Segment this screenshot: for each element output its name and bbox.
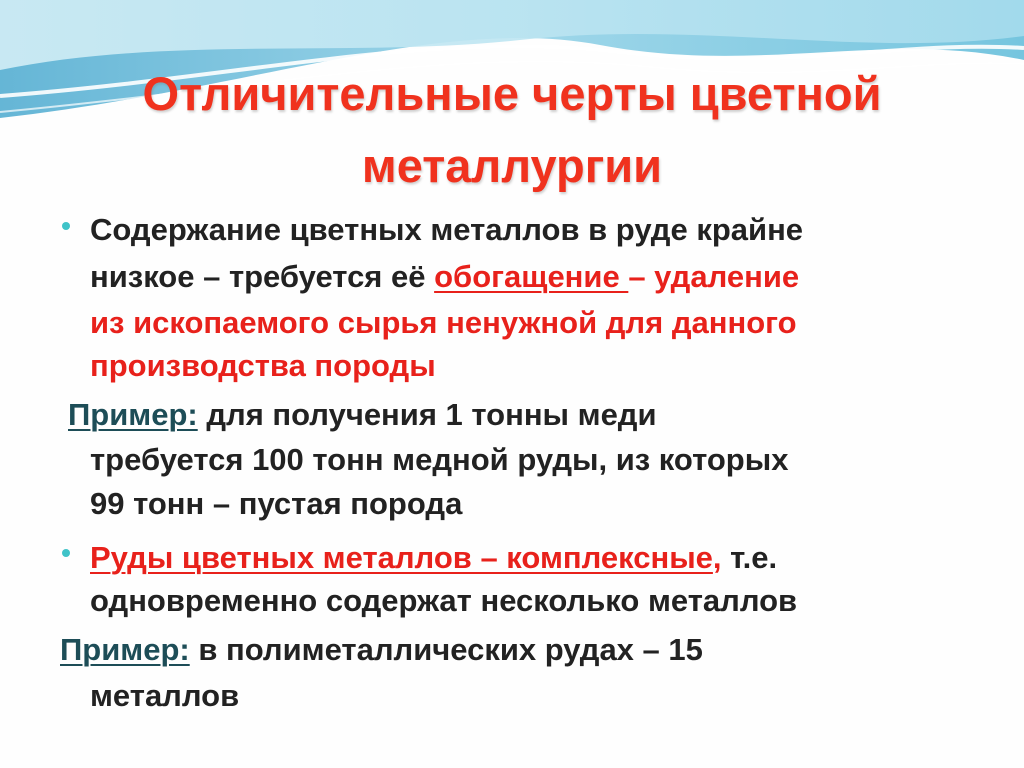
bullet1-line2-text: низкое – требуется её [90, 259, 435, 294]
example2-line2: металлов [90, 678, 240, 713]
example2-line1 [60, 628, 703, 672]
enrichment-definition-start: – удаление [628, 259, 800, 294]
example-label: Пример: [60, 632, 190, 667]
example-label: Пример: [68, 397, 198, 432]
example1-line1 [68, 393, 657, 437]
complex-ores-term: Руды цветных металлов – комплексные [90, 540, 713, 575]
bullet1-line4: производства породы [90, 348, 436, 383]
example1-line2: требуется 100 тонн медной руды, из которых [90, 442, 789, 477]
example1-text: для получения 1 тонны меди [197, 397, 657, 432]
bullet2-comma: , [712, 540, 722, 575]
bullet1-line1: Содержание цветных металлов в руде крайне [90, 212, 804, 247]
example1-line3: 99 тонн – пустая порода [90, 486, 463, 521]
bullet1-line3: из ископаемого сырья ненужной для данного [90, 305, 797, 340]
bullet-marker [62, 549, 70, 557]
bullet2-line2: одновременно содержат несколько металлов [90, 583, 798, 618]
bullet1-line2 [90, 255, 799, 299]
enrichment-term: обогащение [434, 259, 629, 294]
bullet2-line1 [90, 536, 777, 580]
example2-text: в полиметаллических рудах – 15 [189, 632, 703, 667]
bullet2-line1-text: т.е. [721, 540, 778, 575]
title-line-1: Отличительные черты цветной [142, 67, 882, 120]
title-line-2: металлургии [361, 139, 663, 192]
bullet-marker [62, 222, 70, 230]
